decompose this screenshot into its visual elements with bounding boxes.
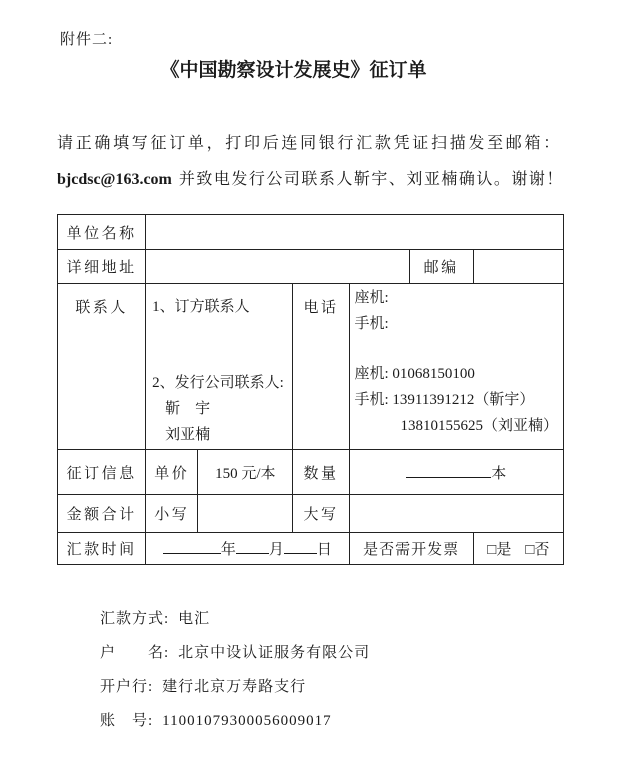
postcode-label: 邮编 xyxy=(409,250,473,284)
payment-info-block xyxy=(100,602,370,738)
row-address xyxy=(58,250,564,284)
page-title: 《中国勘察设计发展史》征订单 xyxy=(160,60,427,81)
payment-method-value: 电汇 xyxy=(178,611,211,627)
payment-method-label: 汇款方式: xyxy=(100,611,170,627)
intro-line-2-rest: 并致电发行公司联系人靳宇、刘亚楠确认。谢谢！ xyxy=(178,171,564,188)
checkbox-no-icon[interactable]: □ xyxy=(525,542,535,558)
intro-line-1: 请正确填写征订单，打印后连同银行汇款凭证扫描发至邮箱： xyxy=(57,135,562,152)
publisher-name-2: 刘亚楠 xyxy=(165,427,211,443)
bank-label: 开户行: xyxy=(100,679,154,695)
unit-name-label: 单位名称 xyxy=(58,215,146,250)
unit-name-field[interactable] xyxy=(146,215,564,250)
orderer-contact-line[interactable]: 1、订方联系人 xyxy=(152,299,250,315)
contact-persons-cell xyxy=(146,284,293,450)
orderer-mobile-field[interactable]: 手机: xyxy=(354,316,389,332)
account-name-value: 北京中设认证服务有限公司 xyxy=(178,645,371,661)
unit-price-label: 单价 xyxy=(146,450,198,495)
phone-numbers-cell xyxy=(349,284,563,450)
amount-lower-field[interactable] xyxy=(198,495,293,533)
publisher-contact-line: 2、发行公司联系人: xyxy=(152,375,284,391)
day-blank[interactable] xyxy=(284,539,317,554)
account-number-value: 11001079300056009017 xyxy=(162,713,332,729)
quantity-unit: 本 xyxy=(491,465,507,482)
address-field[interactable] xyxy=(146,250,409,284)
address-label: 详细地址 xyxy=(58,250,146,284)
intro-line-2 xyxy=(57,162,569,198)
year-text: 年 xyxy=(220,542,236,558)
row-amount xyxy=(58,495,564,533)
amount-upper-field[interactable] xyxy=(349,495,563,533)
amount-lower-label: 小写 xyxy=(146,495,198,533)
phone-spacer xyxy=(355,337,559,361)
invoice-label: 是否需开发票 xyxy=(349,533,473,565)
postcode-field[interactable] xyxy=(473,250,563,284)
month-blank[interactable] xyxy=(236,539,269,554)
payment-method-line xyxy=(100,602,370,636)
account-name-label: 户 名: xyxy=(100,645,170,661)
amount-label: 金额合计 xyxy=(58,495,146,533)
quantity-cell xyxy=(349,450,563,495)
contact-label: 联系人 xyxy=(58,284,146,450)
bank-line xyxy=(100,670,370,704)
checkbox-yes-icon[interactable]: □ xyxy=(487,542,497,558)
bank-value: 建行北京万寿路支行 xyxy=(162,679,307,695)
contact-email: bjcdsc@163.com xyxy=(57,171,172,188)
remit-time-label: 汇款时间 xyxy=(58,533,146,565)
month-text: 月 xyxy=(268,542,284,558)
publisher-landline: 座机: 01068150100 xyxy=(354,366,475,382)
row-remit-time xyxy=(58,533,564,565)
invoice-no-option[interactable] xyxy=(525,542,549,558)
account-number-label: 账 号: xyxy=(100,713,154,729)
invoice-no-label: 否 xyxy=(534,542,550,558)
attachment-label: 附件二: xyxy=(60,32,114,48)
contact-spacer xyxy=(152,320,288,370)
order-info-label: 征订信息 xyxy=(58,450,146,495)
quantity-blank[interactable] xyxy=(406,463,491,478)
publisher-name-1: 靳 宇 xyxy=(165,401,211,417)
phone-label: 电话 xyxy=(293,284,349,450)
day-text: 日 xyxy=(316,542,332,558)
publisher-mobile-2: 13810155625（刘亚楠） xyxy=(400,418,559,434)
account-name-line xyxy=(100,636,370,670)
intro-paragraph xyxy=(57,126,569,198)
row-order-info xyxy=(58,450,564,495)
row-contacts xyxy=(58,284,564,450)
order-form-table xyxy=(57,214,564,565)
row-unit-name xyxy=(58,215,564,250)
account-number-line xyxy=(100,704,370,738)
remit-date-cell xyxy=(146,533,349,565)
invoice-yes-label: 是 xyxy=(496,542,512,558)
quantity-label: 数量 xyxy=(293,450,349,495)
unit-price-value: 150 元/本 xyxy=(198,450,293,495)
invoice-options-cell xyxy=(473,533,563,565)
orderer-landline-field[interactable]: 座机: xyxy=(354,290,389,306)
invoice-yes-option[interactable] xyxy=(487,542,511,558)
publisher-mobile-1: 手机: 13911391212（靳宇） xyxy=(354,392,535,408)
year-blank[interactable] xyxy=(163,539,221,554)
amount-upper-label: 大写 xyxy=(293,495,349,533)
